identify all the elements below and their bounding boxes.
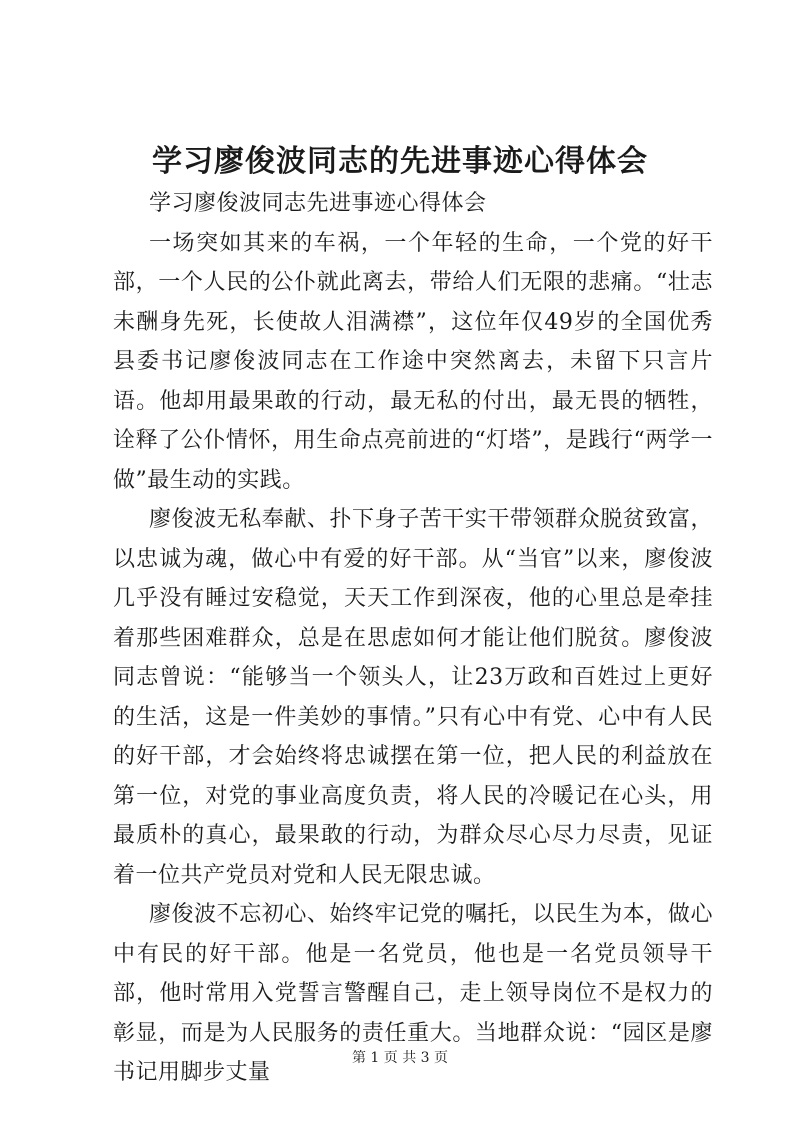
paragraph: 廖俊波无私奉献、扑下身子苦干实干带领群众脱贫致富，以忠诚为魂，做心中有爱的好干部。从“当官”以来，廖俊波几乎没有睡过安稳觉，天天工作到深夜，他的心里总是牵挂着那些困难群众，总是在思虑如何才能让他们脱贫。廖俊波同志曾说：“能够当一个领头人，让23万政和百姓过上更好的生活，这是一件美妙的事情。”只有心中有党、心中有人民的好干部，才会始终将忠诚摆在第一位，把人民的利益放在第一位，对党的事业高度负责，将人民的冷暖记在心头，用最质朴的真心，最果敢的行动，为群众尽心尽力尽责，见证着一位共产党员对党和人民无限忠诚。: [113, 507, 713, 888]
page-footer: 第 1 页 共 3 页: [351, 1050, 449, 1066]
paragraph-subtitle: 学习廖俊波同志先进事迹心得体会: [149, 191, 487, 216]
document-body: [113, 184, 713, 1093]
paragraph: 一场突如其来的车祸，一个年轻的生命，一个党的好干部，一个人民的公仆就此离去，带给人们无限的悲痛。“壮志未酬身先死，长使故人泪满襟”，这位年仅49岁的全国优秀县委书记廖俊波同志在工作途中突然离去，未留下只言片语。他却用最果敢的行动，最无私的付出，最无畏的牺牲，诠释了公仆情怀，用生命点亮前进的“灯塔”，是践行“两学一做”最生动的实践。: [113, 230, 713, 493]
paragraph: 廖俊波不忘初心、始终牢记党的嘱托，以民生为本，做心中有民的好干部。他是一名党员，他也是一名党员领导干部，他时常用入党誓言警醒自己，走上领导岗位不是权力的彰显，而是为人民服务的责任重大。当地群众说：“园区是廖书记用脚步丈量: [113, 902, 713, 1085]
document-title: 学习廖俊波同志的先进事迹心得体会: [152, 144, 648, 179]
